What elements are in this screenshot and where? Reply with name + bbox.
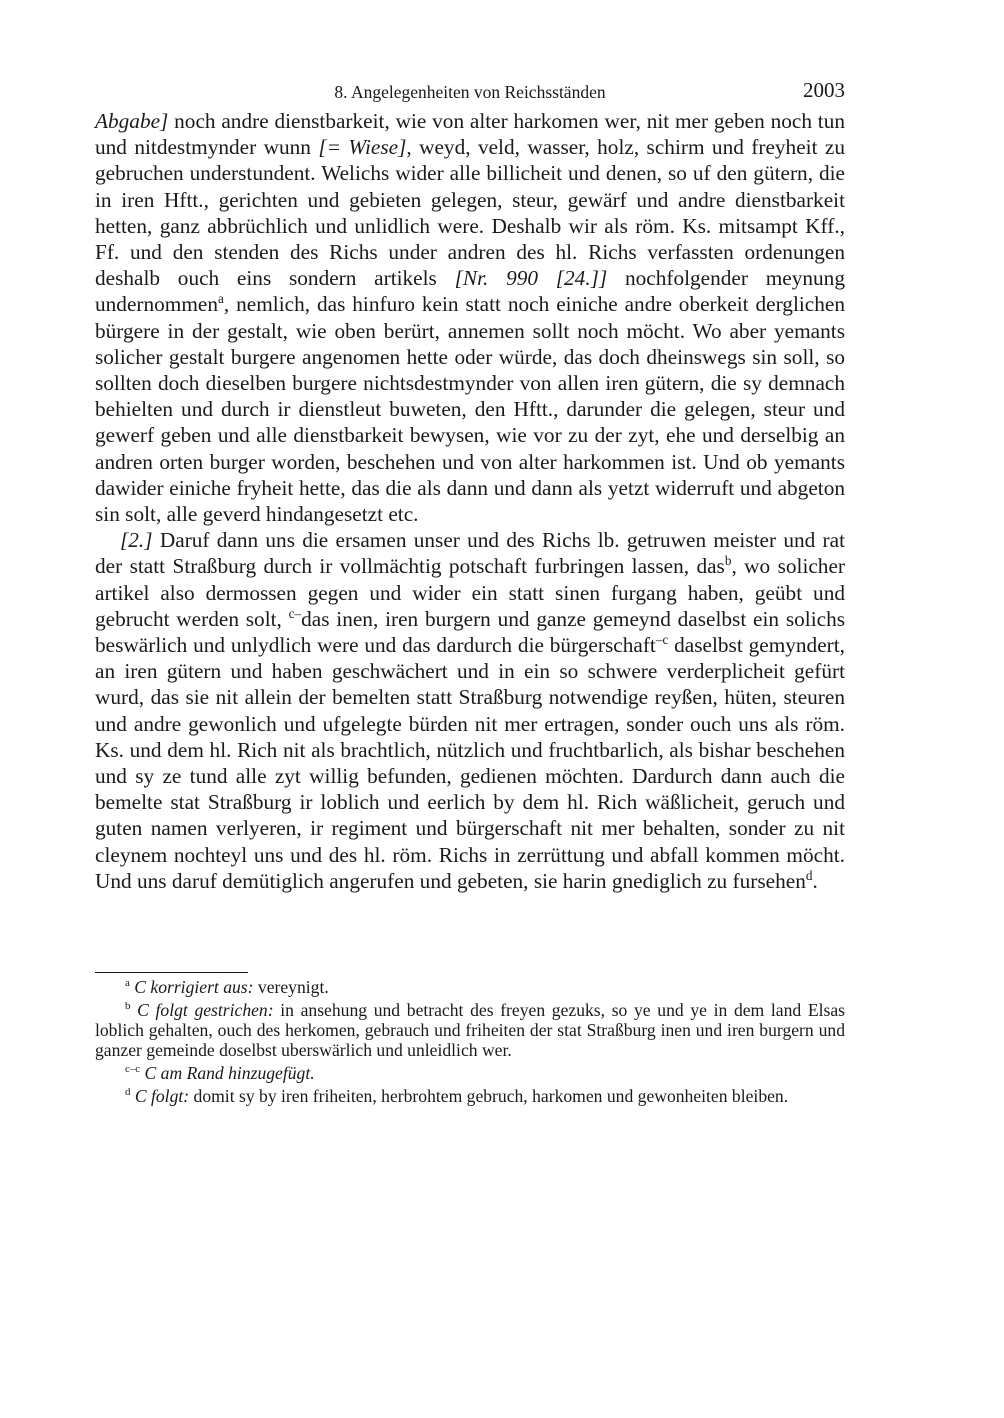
footnote-b [95,1000,845,1060]
paragraph-number: [2.] [120,528,153,553]
text-segment: noch andre dienstbarkeit, wie von alter harkomen wer, nit mer geben noch tun und nitdestmynder wunn [95,109,845,160]
footnote-label: C folgt: [134,1086,190,1107]
footnote-marker-c-end: –c [655,631,669,647]
document-page [95,78,845,1109]
cross-reference: [Nr. 990 [24.]] [454,266,608,291]
paragraph-1 [95,108,845,527]
paragraph-2 [95,527,845,894]
text-segment: . [812,868,818,893]
footnote-text: domit sy by iren friheiten, herbrohtem gebruch, harkomen und gewonheiten bleiben. [189,1086,789,1107]
footnote-divider [95,972,248,973]
footnote-marker-a: a [218,291,224,307]
body-text [95,108,845,894]
footnote-mark: b [125,1000,131,1013]
footnote-d [95,1086,845,1106]
text-segment: Daruf dann uns die ersamen unser und des Richs lb. getruwen meister und rat der statt Straßburg durch ir vollmächtig potschaft furbringen lassen, das [95,528,845,579]
footnote-label: C folgt gestrichen: [137,1000,274,1021]
footnote-mark: d [125,1086,131,1099]
footnote-text: in ansehung und betracht des freyen gezuks, so ye und ye in dem land Elsas loblich gehalten, ouch des herkomen, gebrauch und friheiten der stat Straßburg inen und iren burgern und ganzer gemeinde doselbst uberswärlich und unleidlich wer. [95,1000,845,1061]
text-segment: , weyd, veld, wasser, holz, schirm und freyheit zu gebruchen understundent. Welichs wider alle billicheit und denen, so uf den gütern, die in iren Hftt., gerichten und gebieten gelegen, steur, gewärf und andre dienstbarkeit hetten, ganz abbrüchlich und unlidlich were. Deshalb wir als röm. Ks. mitsampt Kff., Ff. und den stenden des Richs under andren des hl. Richs verfassten ordenungen deshalb ouch eins sondern artikels [95,135,845,291]
footnote-label: C korrigiert aus: [134,977,254,998]
text-segment: , nemlich, das hinfuro kein statt noch einiche andre oberkeit derglichen bürgere in der gestalt, wie oben berürt, annemen sollt noch möcht. Wo aber yemants solicher gestalt burgere angenomen hette oder würde, das doch dheinswegs sin soll, so sollten doch dieselben burgere nichtsdestmynder von allen iren gütern, die sy demnach behielten und durch ir dienstleut buweten, den Hftt., darunder die gelegen, steur und gewerf geben und alle dienstbarkeit bewysen, wie vor zu der zyt, ehe und derselbig an andren orten burger worden, beschehen und von alter harkommen ist. Und ob yemants dawider einiche fryheit hette, das die als dann und dann als yetzt widerruft und abgeton sin solt, alle geverd hindangesetzt etc. [95,292,845,527]
text-segment: , wo solicher artikel also dermossen gegen und wider ein statt sinen furgang haben, geübt und gebrucht werden solt, [95,554,846,631]
text-segment: daselbst gemyndert, an iren gütern und haben geschwächert und in ein so schwere verderplicheit gefürt wurd, das sie nit allein der bemelten statt Straßburg notwendige reyßen, hüten, steuren und andre gewonlich und ufgelegte bürden nit mer ertragen, sonder ouch uns als röm. Ks. und dem hl. Rich nit als brachtlich, nützlich und fruchtbarlich, als bishar beschehen und sy ze tund alle zyt willig befunden, gedienen möchten. Dardurch dann auch die bemelte stat Straßburg ir loblich und eerlich by dem hl. Rich wäßlicheit, geruch und guten namen verlyeren, ir regiment und bürgerschaft nit mer behalten, sonder zu nit cleynem nochteyl uns und des hl. röm. Richs in zerrüttung und abfall kommen möcht. Und uns daruf demütiglich angerufen und gebeten, sie harin gnediglich zu fursehen [95,633,845,893]
text-segment: das inen, iren burgern und ganze gemeynd daselbst ein solichs beswärlich und unlydlich were und das dardurch die bürgerschaft [95,606,845,658]
footnotes [95,977,845,1106]
text-segment: nochfolgender meynung undernommen [95,266,845,317]
footnote-mark: a [125,977,130,990]
footnote-text: vereynigt. [253,977,329,998]
footnote-mark: c–c [125,1063,141,1076]
editorial-note: Abgabe] [95,109,169,133]
footnote-label: C am Rand hinzugefügt. [144,1063,315,1084]
page-number: 2003 [803,78,845,102]
running-title: 8. Angelegenheiten von Reichsständen [334,82,606,102]
footnote-marker-c-start: c– [288,605,302,621]
running-header [95,78,845,108]
footnote-marker-d: d [805,867,813,883]
footnote-marker-b: b [724,553,732,569]
footnote-a [95,977,845,997]
footnote-c [95,1063,845,1083]
editorial-note: [= Wiese] [318,135,407,160]
